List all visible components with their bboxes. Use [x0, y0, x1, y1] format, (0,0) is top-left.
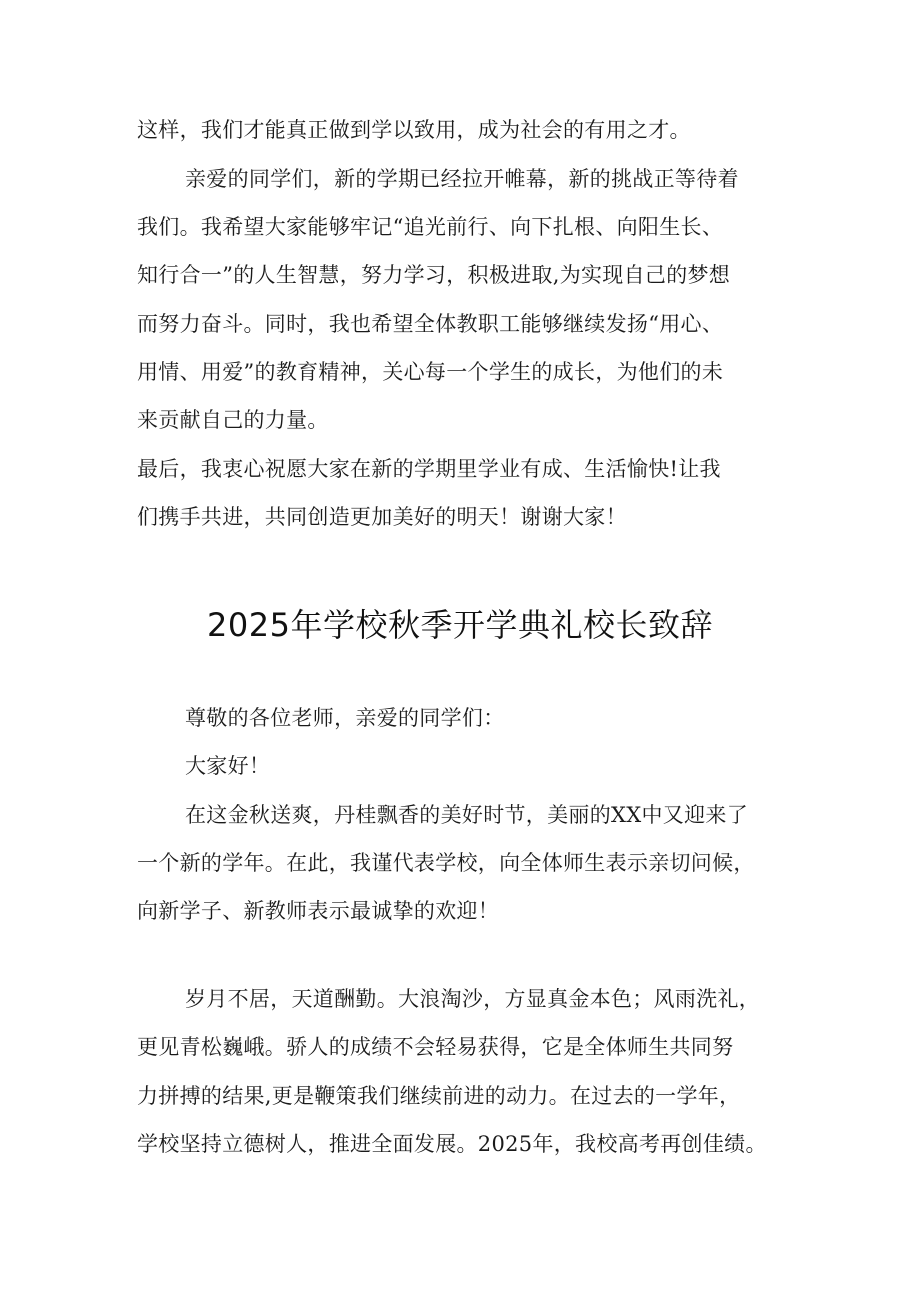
paragraph-line: 用情、用爱”的教育精神，关心每一个学生的成长，为他们的未 [137, 360, 724, 384]
paragraph-line: 们携手共进，共同创造更加美好的明天！谢谢大家！ [137, 505, 627, 529]
paragraph-line: 最后，我衷心祝愿大家在新的学期里学业有成、生活愉快!让我 [137, 457, 721, 481]
paragraph-line: 我们。我希望大家能够牢记“追光前行、向下扎根、向阳生长、 [137, 215, 724, 239]
paragraph-line: 力拼搏的结果,更是鞭策我们继续前进的动力。在过去的一学年， [137, 1084, 741, 1108]
salutation-line: 尊敬的各位老师，亲爱的同学们： [185, 706, 505, 730]
paragraph-line: 知行合一”的人生智慧，努力学习，积极进取,为实现自己的梦想 [137, 263, 731, 287]
paragraph-line: 岁月不居，天道酬勤。大浪淘沙，方显真金本色；风雨洗礼， [185, 987, 761, 1011]
paragraph-line: 这样，我们才能真正做到学以致用，成为社会的有用之才。 [137, 118, 691, 142]
paragraph-line: 在这金秋送爽，丹桂飘香的美好时节，美丽的XX中又迎来了 [185, 803, 748, 827]
paragraph-line: 更见青松巍峨。骄人的成绩不会轻易获得，它是全体师生共同努 [137, 1035, 734, 1059]
paragraph-line: 向新学子、新教师表示最诚挚的欢迎！ [137, 899, 500, 923]
paragraph-line: 一个新的学年。在此，我谨代表学校，向全体师生表示亲切问候， [137, 851, 755, 875]
paragraph-line: 亲爱的同学们，新的学期已经拉开帷幕，新的挑战正等待着 [185, 167, 739, 191]
paragraph-line: 学校坚持立德树人，推进全面发展。2025年，我校高考再创佳绩。 [137, 1132, 767, 1156]
paragraph-line: 来贡献自己的力量。 [137, 408, 329, 432]
document-title: 2025年学校秋季开学典礼校长致辞 [207, 606, 713, 644]
greeting-line: 大家好！ [185, 754, 271, 778]
paragraph-line: 而努力奋斗。同时，我也希望全体教职工能够继续发扬“用心、 [137, 312, 724, 336]
